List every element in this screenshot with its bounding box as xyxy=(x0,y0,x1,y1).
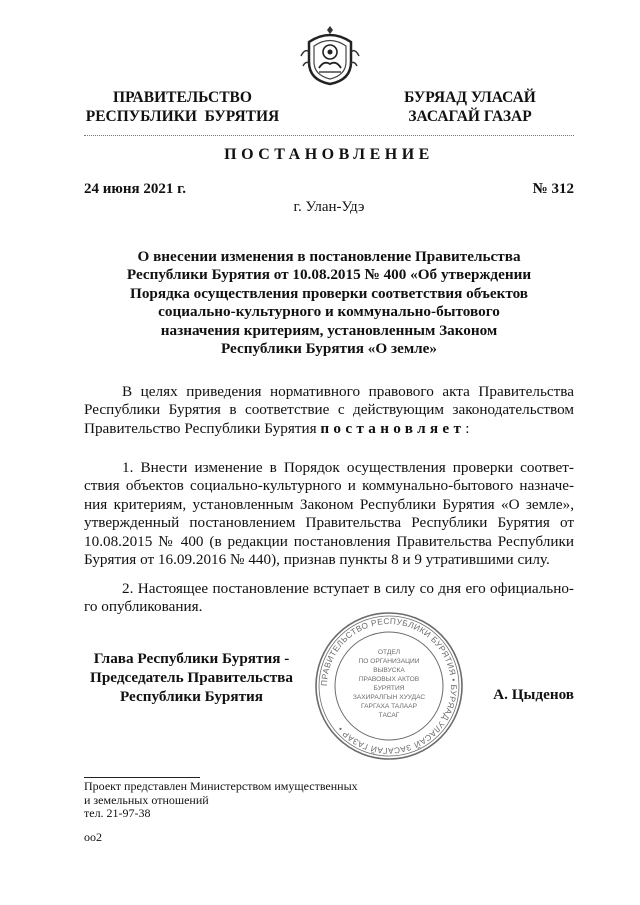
preamble-paragraph xyxy=(84,383,574,438)
signatory-position xyxy=(84,649,299,706)
signatory-name: А. Цыденов xyxy=(493,686,574,703)
seal-inner-line: ВЫВУСКА xyxy=(373,667,405,674)
coat-of-arms-emblem xyxy=(297,22,363,88)
seal-outer-text: ПРАВИТЕЛЬСТВО РЕСПУБЛИКИ БУРЯТИЯ • БУРЯАД УЛАСАЙ ЗАСАГАЙ ГАЗАР • xyxy=(318,615,460,757)
footer-line: и земельных отношений xyxy=(84,792,209,807)
para-text: Правительство Республики Бурятия xyxy=(84,419,321,437)
org-left-line-2: РЕСПУБЛИКИ БУРЯТИЯ xyxy=(85,108,280,125)
document-code: оо2 xyxy=(84,830,102,844)
para-line: ния критериям, установленным Законом Республики Бурятия «О земле», xyxy=(84,495,574,513)
para-text: : xyxy=(465,419,470,437)
seal-inner-line: ТАСАГ xyxy=(378,712,400,719)
para-line: Бурятия от 16.09.2016 № 440), признав пункты 8 и 9 утратившими силу. xyxy=(84,551,550,569)
para-line: ствия объектов социально-культурного и коммунально-бытового назначе- xyxy=(84,477,574,495)
seal-inner-line: ОТДЕЛ xyxy=(377,649,401,656)
para-line xyxy=(84,420,574,438)
document-city: г. Улан-Удэ xyxy=(293,199,365,215)
para-line: Республики Бурятия в соответствие с действующим законодательством xyxy=(84,401,574,419)
footer-note xyxy=(84,780,358,821)
seal-inner-line: ПО ОРГАНИЗАЦИИ xyxy=(358,658,420,665)
document-title xyxy=(84,248,574,358)
title-line: Республики Бурятия от 10.08.2015 № 400 «Об утверждении xyxy=(126,266,532,284)
seal-inner-line: ПРАВОВЫХ АКТОВ xyxy=(358,676,420,683)
position-line: Республики Бурятия xyxy=(119,688,264,705)
title-line: назначения критериям, установленным Законом xyxy=(160,321,498,339)
title-line: социально-культурного и коммунально-бытового xyxy=(158,303,500,321)
footer-line: Проект представлен Министерством имущественных xyxy=(84,779,358,793)
decree-word: постановляет xyxy=(320,419,466,437)
clause-1-paragraph xyxy=(84,459,574,569)
org-left-line-1: ПРАВИТЕЛЬСТВО xyxy=(113,89,252,106)
seal-inner-line: ЗАХИРАЛГЫН ХУУДАС xyxy=(352,694,426,701)
para-line: В целях приведения нормативного правового акта Правительства xyxy=(122,383,574,400)
seal-inner-line: ГАРГАХА ТАЛААР xyxy=(361,703,417,710)
document-type: ПОСТАНОВЛЕНИЕ xyxy=(224,146,434,163)
document-number: № 312 xyxy=(532,181,574,197)
document-date: 24 июня 2021 г. xyxy=(84,181,186,197)
para-line: 2. Настоящее постановление вступает в силу со дня его официально- xyxy=(122,580,574,597)
org-right-line-1: БУРЯАД УЛАСАЙ xyxy=(404,89,536,106)
org-name-russian xyxy=(70,88,295,126)
org-right-line-2: ЗАСАГАЙ ГАЗАР xyxy=(408,108,532,125)
title-line: Порядка осуществления проверки соответствия объектов xyxy=(130,284,528,302)
position-line: Глава Республики Бурятия - xyxy=(93,650,290,667)
header-divider xyxy=(84,135,574,136)
footer-divider xyxy=(84,777,200,778)
title-line: О внесении изменения в постановление Правительства xyxy=(137,248,521,265)
para-line: 10.08.2015 № 400 (в редакции постановления Правительства Республики xyxy=(84,532,574,550)
position-line: Председатель Правительства xyxy=(90,669,293,686)
para-line: 1. Внести изменение в Порядок осуществления проверки соответ- xyxy=(122,459,574,476)
para-line: утвержденный постановлением Правительства Республики Бурятия от xyxy=(84,514,574,532)
seal-inner-line: БУРЯТИЯ xyxy=(373,685,405,692)
title-line: Республики Бурятия «О земле» xyxy=(220,340,438,358)
para-line: го опубликования. xyxy=(84,598,203,616)
org-name-buryat xyxy=(365,88,575,126)
footer-line: тел. 21-97-38 xyxy=(84,806,151,820)
official-seal-stamp xyxy=(313,610,465,762)
